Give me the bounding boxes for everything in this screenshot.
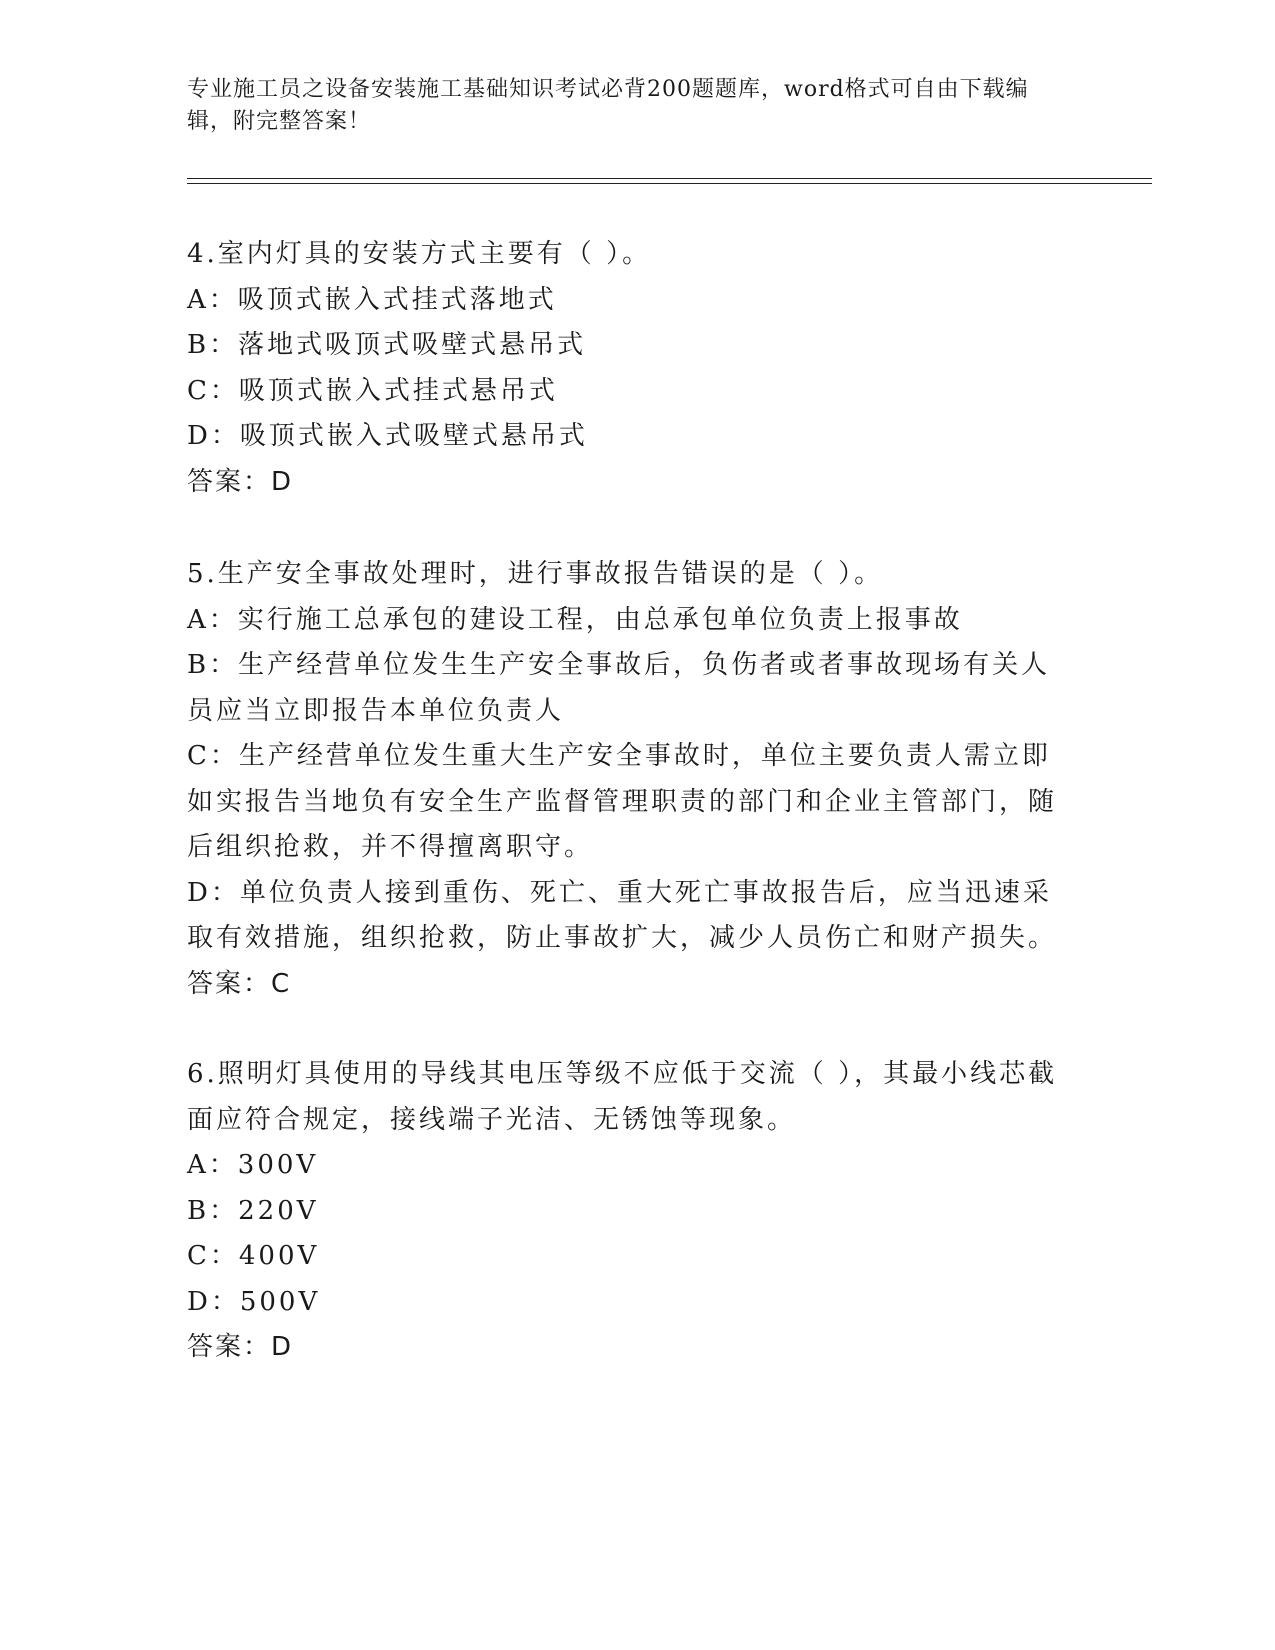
question-stem: 4.室内灯具的安装方式主要有（ ）。 — [187, 239, 652, 269]
answer-label: 答案：D — [187, 466, 294, 497]
option-b: B：落地式吸顶式吸壁式悬吊式 — [187, 330, 587, 360]
option-b: B：220V — [187, 1195, 319, 1226]
question-stem: 6.照明灯具使用的导线其电压等级不应低于交流（ ），其最小线芯截面应符合规定，接线端子光洁、无锈蚀等现象。 — [187, 1059, 1058, 1135]
option-c: C：400V — [187, 1241, 320, 1271]
option-a: A：吸顶式嵌入式挂式落地式 — [187, 284, 557, 315]
option-d: D：单位负责人接到重伤、死亡、重大死亡事故报告后，应当迅速采取有效措施，组织抢救，防止事故扩大，减少人员伤亡和财产损失。 — [187, 877, 1058, 953]
option-a: A：300V — [187, 1150, 319, 1180]
question-4 — [187, 232, 1067, 505]
option-a: A：实行施工总承包的建设工程，由总承包单位负责上报事故 — [187, 604, 963, 635]
option-c: C：生产经营单位发生重大生产安全事故时，单位主要负责人需立即如实报告当地负有安全生产监督管理职责的部门和企业主管部门，随后组织抢救，并不得擅离职守。 — [187, 741, 1058, 862]
header-divider-top — [187, 178, 1152, 179]
option-d: D：500V — [187, 1286, 321, 1317]
header-text: 专业施工员之设备安装施工基础知识考试必背200题题库，word格式可自由下载编辑，附完整答案！ — [187, 77, 1029, 134]
option-d: D：吸顶式嵌入式吸壁式悬吊式 — [187, 421, 588, 451]
question-6 — [187, 1052, 1067, 1371]
answer-label: 答案：C — [187, 968, 292, 999]
header-divider-bottom — [187, 183, 1152, 184]
question-stem: 5.生产安全事故处理时，进行事故报告错误的是（ ）。 — [187, 559, 884, 589]
option-b: B：生产经营单位发生生产安全事故后，负伤者或者事故现场有关人员应当立即报告本单位负责人 — [187, 650, 1051, 726]
answer-label: 答案：D — [187, 1332, 294, 1362]
question-5 — [187, 552, 1067, 1007]
document-header — [187, 74, 1067, 138]
option-c: C：吸顶式嵌入式挂式悬吊式 — [187, 375, 558, 406]
